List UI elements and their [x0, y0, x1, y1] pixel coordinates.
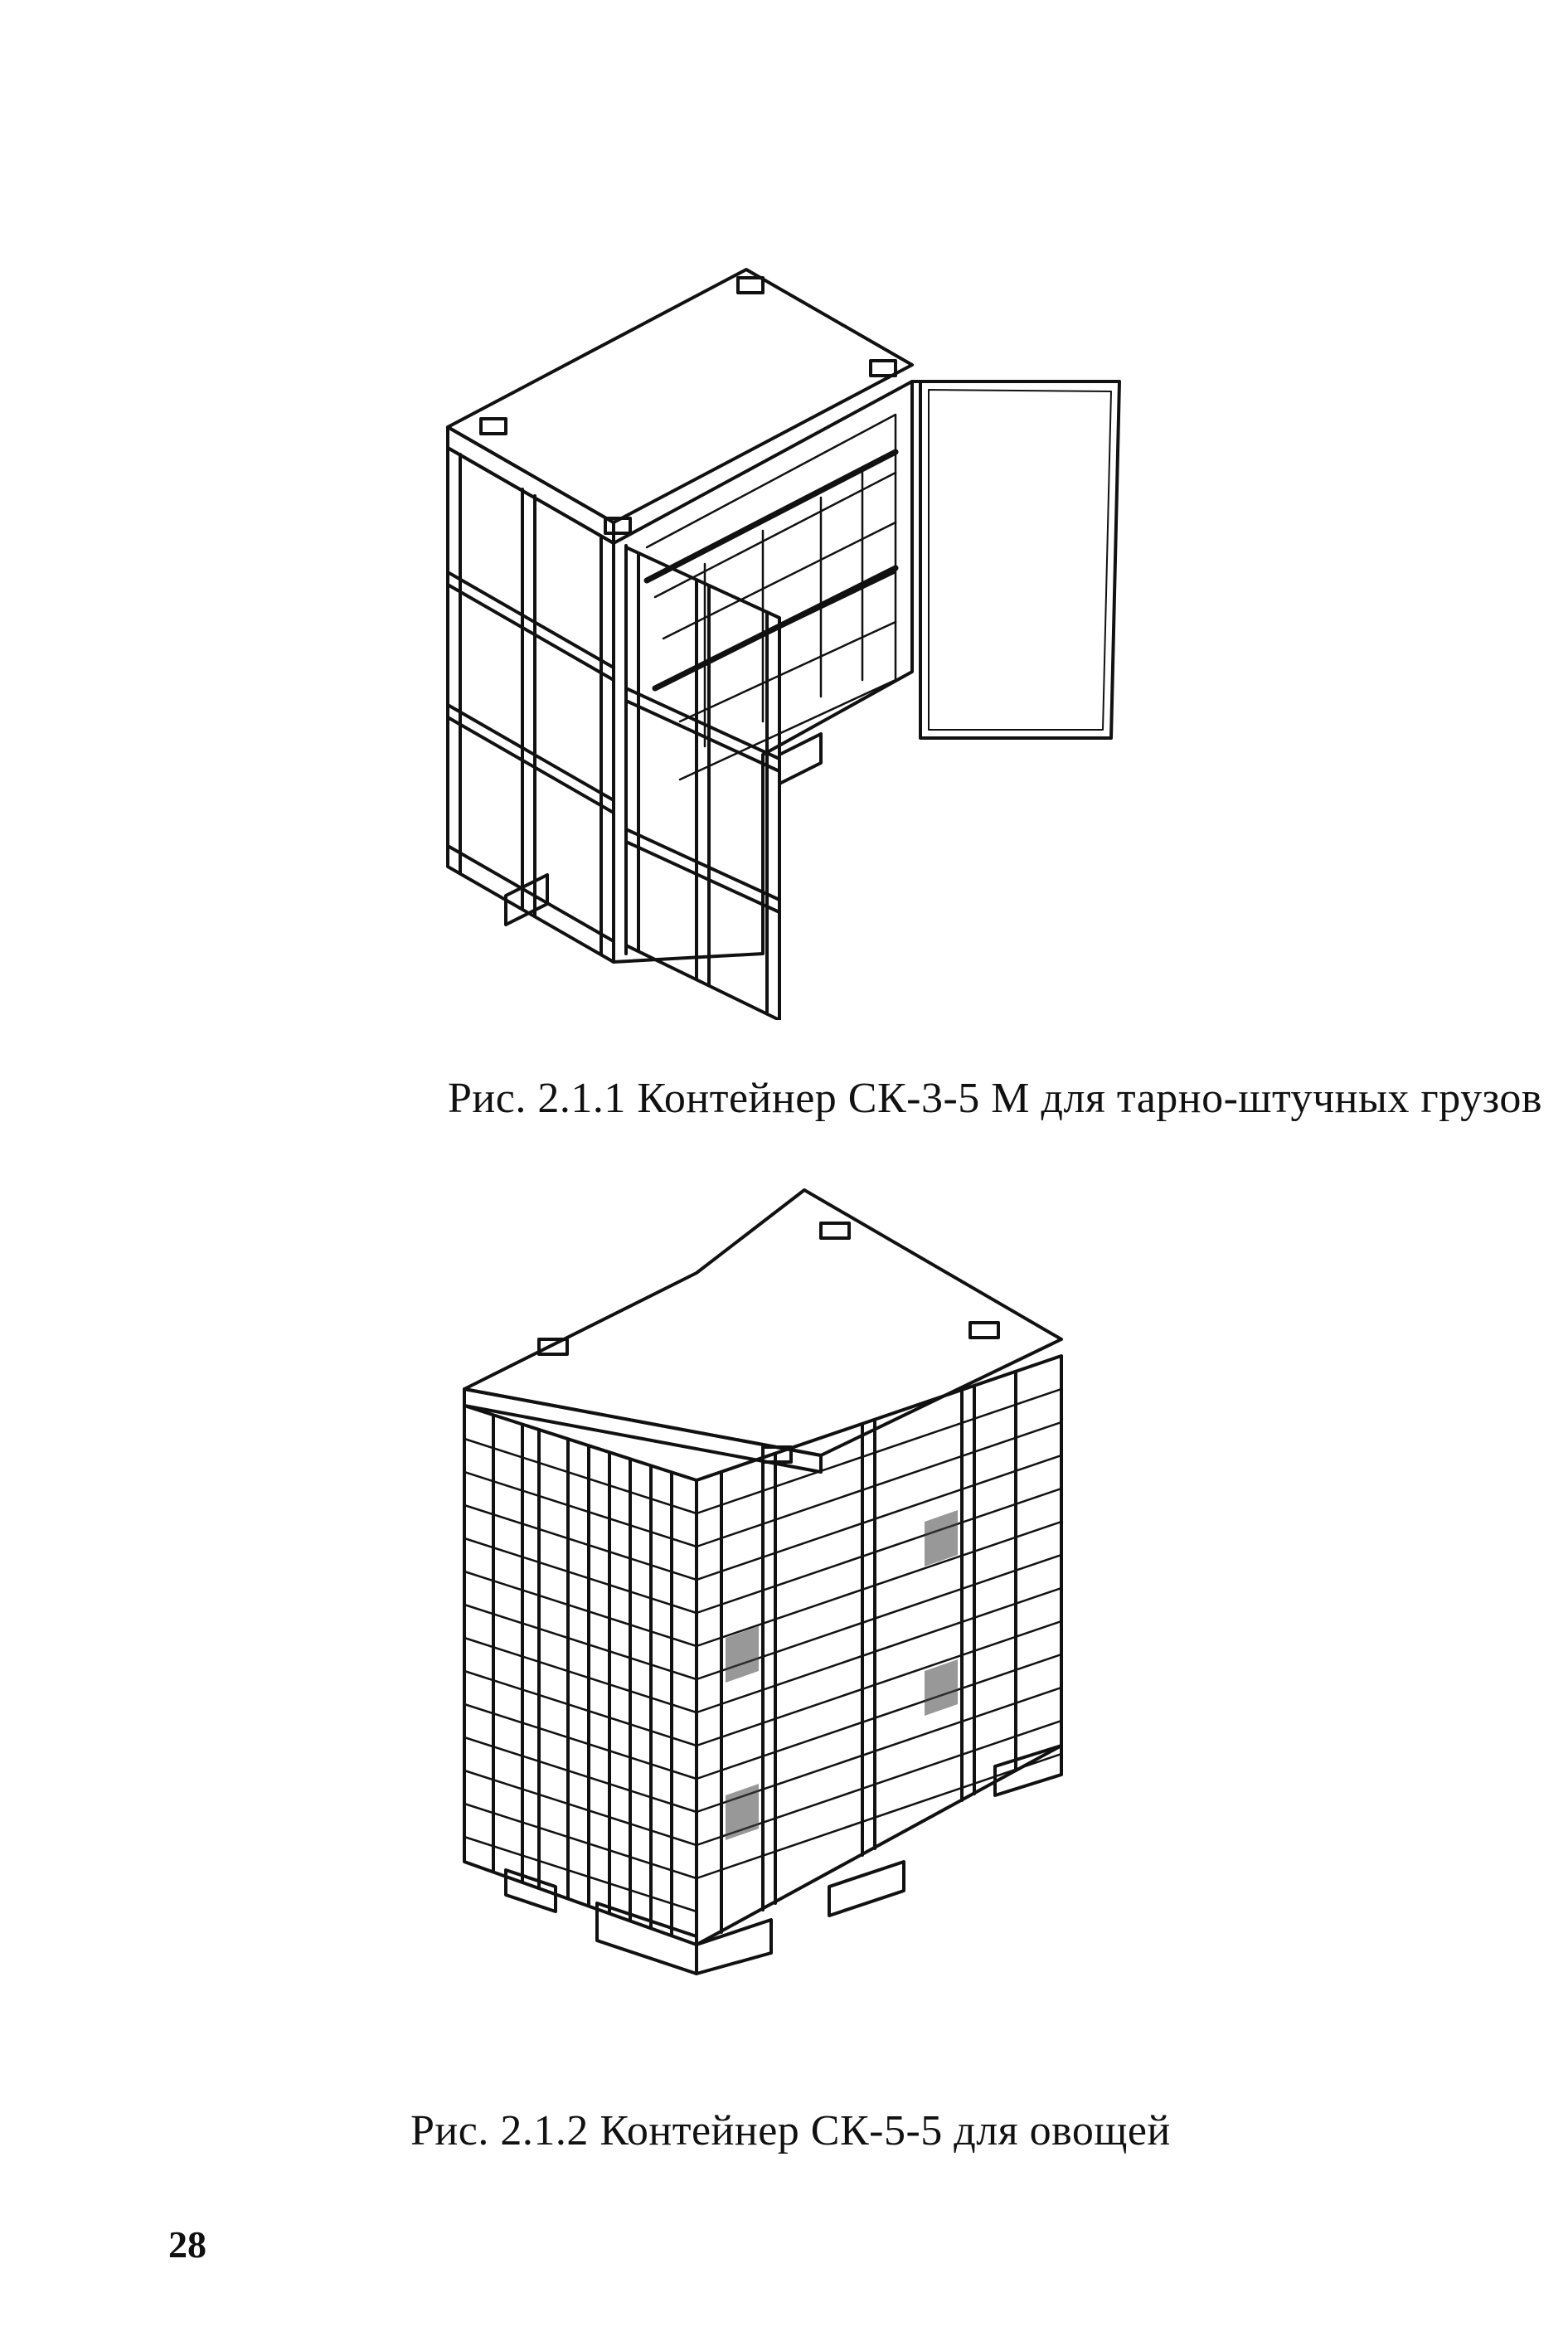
- page-number: 28: [168, 2223, 206, 2266]
- container-sk-5-5-drawing: [431, 1157, 1128, 1978]
- figure-2-caption: Рис. 2.1.2 Контейнер СК-5-5 для овощей: [410, 2107, 1171, 2154]
- figure-container-sk-5-5: [431, 1157, 1128, 1978]
- container-sk-3-5m-drawing: [431, 249, 1153, 1020]
- figure-1-caption: Рис. 2.1.1 Контейнер СК-3-5 М для тарно-штучных грузов: [448, 1075, 1542, 1122]
- figure-container-sk-3-5m: [431, 249, 1153, 1020]
